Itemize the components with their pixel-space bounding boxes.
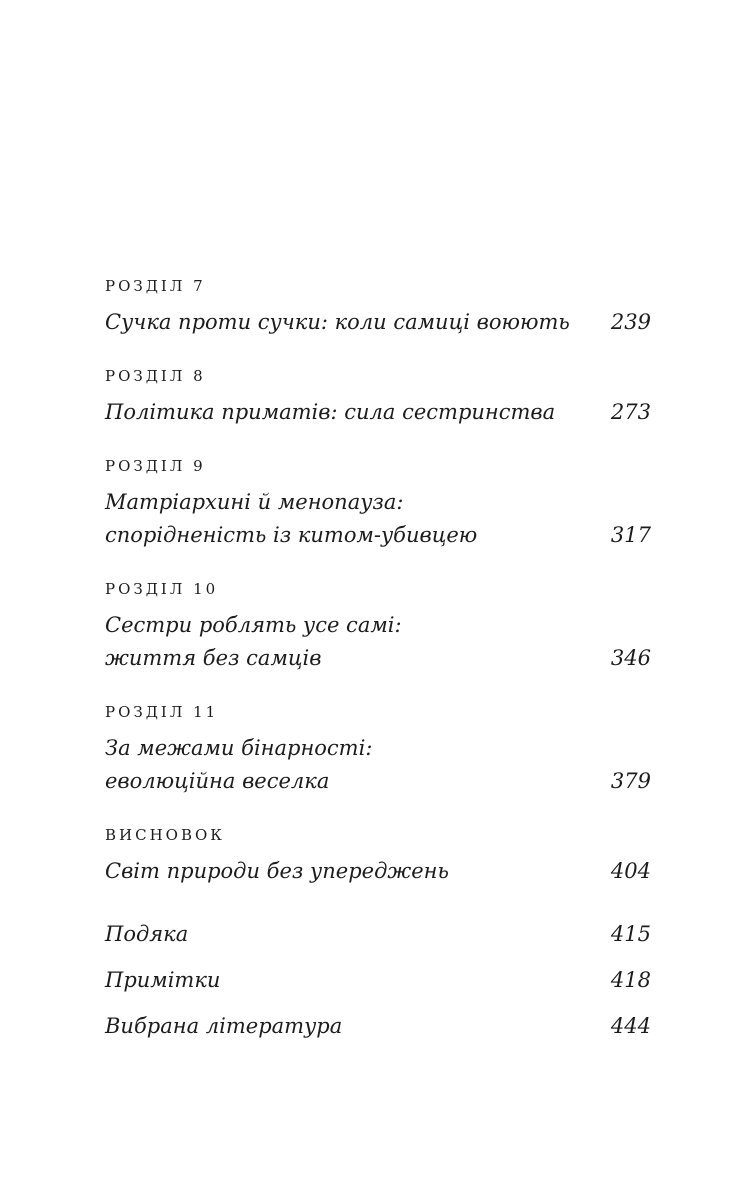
chapter-title-line-1: Матріархині й менопауза: <box>105 490 404 514</box>
page-number: 317 <box>610 523 651 547</box>
chapter-title-line-1: Сестри роблять усе самі: <box>105 613 402 637</box>
chapter-label: ВИСНОВОК <box>105 826 225 844</box>
toc-row <box>105 519 651 552</box>
toc-entry-chapter-11 <box>105 704 651 798</box>
page-number: 415 <box>610 922 651 946</box>
chapter-label: РОЗДІЛ 9 <box>105 457 206 475</box>
chapter-title-line-2: спорідненість із китом-убивцею <box>105 523 478 547</box>
toc-back-matter <box>105 918 651 1043</box>
chapter-label: РОЗДІЛ 8 <box>105 367 206 385</box>
chapter-title-line-2: життя без самців <box>105 646 322 670</box>
chapter-label: РОЗДІЛ 7 <box>105 277 206 295</box>
toc-entry-chapter-8 <box>105 368 651 429</box>
toc-row <box>105 306 651 339</box>
toc-row <box>105 765 651 798</box>
page-number: 418 <box>610 968 651 992</box>
toc-entry-conclusion <box>105 827 651 888</box>
toc-row <box>105 855 651 888</box>
toc-entry-chapter-7 <box>105 278 651 339</box>
chapter-title: Політика приматів: сила сестринства <box>105 400 556 424</box>
toc-row <box>105 642 651 675</box>
chapter-label: РОЗДІЛ 11 <box>105 703 219 721</box>
toc-entry-chapter-9 <box>105 458 651 552</box>
page-number: 239 <box>610 310 651 334</box>
chapter-title: Сучка проти сучки: коли самиці воюють <box>105 310 570 334</box>
page-number: 273 <box>610 400 651 424</box>
page-number: 346 <box>610 646 651 670</box>
chapter-title: Світ природи без упереджень <box>105 859 449 883</box>
back-matter-title: Примітки <box>105 968 221 992</box>
toc-entry-chapter-10 <box>105 581 651 675</box>
toc-row-notes <box>105 964 651 997</box>
toc-row <box>105 396 651 429</box>
page-number: 444 <box>610 1014 651 1038</box>
back-matter-title: Вибрана література <box>105 1014 343 1038</box>
page-number: 379 <box>610 769 651 793</box>
toc-row-selected-bibliography <box>105 1010 651 1043</box>
chapter-title-line-1: За межами бінарності: <box>105 736 373 760</box>
chapter-label: РОЗДІЛ 10 <box>105 580 219 598</box>
chapter-title-line-2: еволюційна веселка <box>105 769 330 793</box>
back-matter-title: Подяка <box>105 922 189 946</box>
page-number: 404 <box>610 859 651 883</box>
toc-row-acknowledgements <box>105 918 651 951</box>
